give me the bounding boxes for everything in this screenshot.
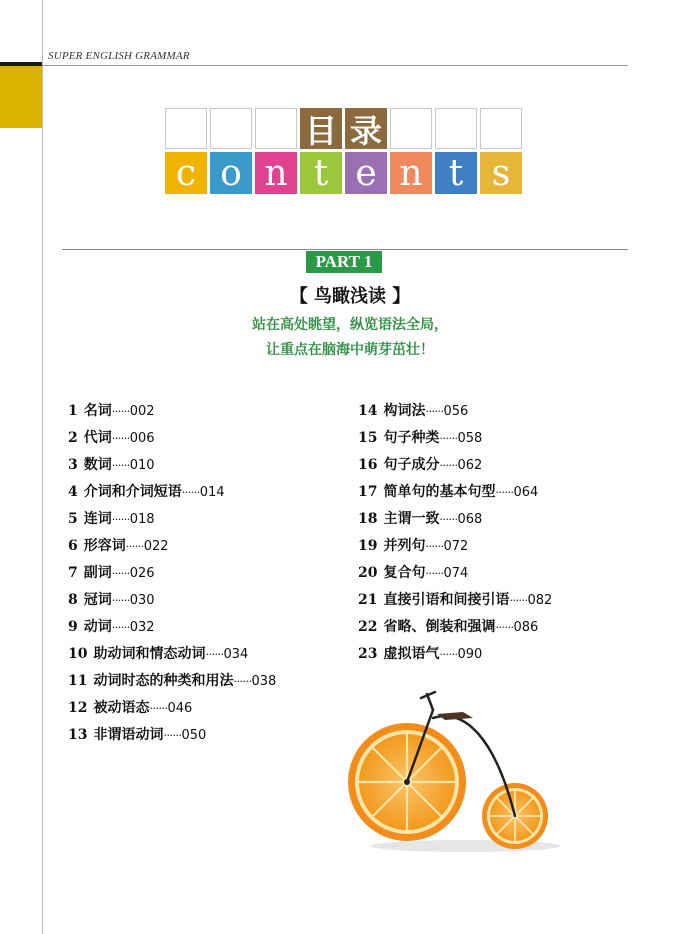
title-letter: e (345, 152, 387, 194)
toc-entry[interactable]: 20 复合句······074 (358, 565, 469, 581)
toc-page: 090 (457, 647, 483, 662)
toc-number: 19 (358, 538, 378, 554)
toc-entry[interactable]: 23 虚拟语气······090 (358, 646, 483, 662)
toc-number: 20 (358, 565, 378, 581)
toc-page: 058 (457, 431, 483, 446)
part-subtitle: 【 鸟瞰浅读 】 (289, 286, 411, 307)
toc-page: 030 (129, 593, 155, 608)
toc-number: 3 (68, 457, 78, 473)
toc-entry[interactable]: 3 数词······010 (68, 457, 155, 473)
toc-number: 6 (68, 538, 78, 554)
toc-title: 句子种类 (383, 430, 440, 446)
toc-number: 22 (358, 619, 378, 635)
toc-page: 050 (181, 728, 207, 743)
toc-title: 被动语态 (93, 700, 150, 716)
toc-number: 7 (68, 565, 78, 581)
header-rule (42, 65, 628, 66)
toc-number: 16 (358, 457, 378, 473)
title-letter: c (165, 152, 207, 194)
running-header: SUPER ENGLISH GRAMMAR (48, 50, 190, 62)
title-letter: n (255, 152, 297, 194)
toc-page: 022 (143, 539, 169, 554)
toc-entry[interactable]: 10 助动词和情态动词······034 (68, 646, 249, 662)
toc-entry[interactable]: 18 主谓一致······068 (358, 511, 483, 527)
toc-number: 14 (358, 403, 378, 419)
toc-title: 句子成分 (383, 457, 440, 473)
toc-title: 连词 (83, 511, 112, 527)
toc-entry[interactable]: 13 非谓语动词······050 (68, 727, 207, 743)
title-top-row (165, 108, 522, 149)
toc-title: 形容词 (83, 538, 126, 554)
toc-page: 072 (443, 539, 469, 554)
toc-entry[interactable]: 9 动词······032 (68, 619, 155, 635)
toc-title: 助动词和情态动词 (93, 646, 206, 662)
toc-title: 直接引语和间接引语 (383, 592, 510, 608)
toc-page: 010 (129, 458, 155, 473)
part-tagline: 站在高处眺望，纵览语法全局， (252, 317, 448, 333)
toc-entry[interactable]: 5 连词······018 (68, 511, 155, 527)
title-letter: s (480, 152, 522, 194)
toc-number: 2 (68, 430, 78, 446)
title-letter: t (435, 152, 477, 194)
toc-title: 复合句 (383, 565, 426, 581)
toc-entry[interactable]: 17 简单句的基本句型······064 (358, 484, 539, 500)
toc-title: 省略、倒装和强调 (383, 619, 496, 635)
toc-number: 18 (358, 511, 378, 527)
toc-page: 062 (457, 458, 483, 473)
toc-column-2 (358, 401, 552, 671)
title-letter: n (390, 152, 432, 194)
orange-bicycle-illustration (345, 688, 565, 858)
toc-page: 064 (513, 485, 539, 500)
toc-page: 034 (223, 647, 249, 662)
toc-entry[interactable]: 11 动词时态的种类和用法······038 (68, 673, 277, 689)
title-chinese-char: 目 (300, 108, 342, 149)
title-letter: t (300, 152, 342, 194)
title-square (480, 108, 522, 149)
title-square (435, 108, 477, 149)
toc-entry[interactable]: 7 副词······026 (68, 565, 155, 581)
toc-entry[interactable]: 12 被动语态······046 (68, 700, 193, 716)
toc-title: 数词 (83, 457, 112, 473)
toc-page: 002 (129, 404, 155, 419)
toc-number: 15 (358, 430, 378, 446)
toc-page: 056 (443, 404, 469, 419)
toc-page: 046 (167, 701, 193, 716)
title-square (165, 108, 207, 149)
title-chinese-char: 录 (345, 108, 387, 149)
toc-entry[interactable]: 1 名词······002 (68, 403, 155, 419)
toc-number: 17 (358, 484, 378, 500)
toc-entry[interactable]: 19 并列句······072 (358, 538, 469, 554)
toc-title: 构词法 (383, 403, 426, 419)
toc-page: 006 (129, 431, 155, 446)
margin-tab (0, 66, 42, 128)
toc-page: 068 (457, 512, 483, 527)
toc-title: 副词 (83, 565, 112, 581)
toc-entry[interactable]: 6 形容词······022 (68, 538, 169, 554)
title-square (390, 108, 432, 149)
toc-title: 动词 (83, 619, 112, 635)
bicycle-seat (437, 712, 473, 720)
toc-entry[interactable]: 2 代词······006 (68, 430, 155, 446)
toc-entry[interactable]: 14 构词法······056 (358, 403, 469, 419)
toc-title: 介词和介词短语 (83, 484, 182, 500)
toc-page: 074 (443, 566, 469, 581)
title-square (210, 108, 252, 149)
toc-title: 动词时态的种类和用法 (93, 673, 234, 689)
toc-page: 086 (513, 620, 539, 635)
section-rule (62, 249, 628, 250)
toc-column-1 (68, 401, 276, 752)
toc-page: 082 (527, 593, 553, 608)
part-badge: PART 1 (306, 251, 382, 273)
toc-entry[interactable]: 4 介词和介词短语······014 (68, 484, 225, 500)
toc-number: 12 (68, 700, 88, 716)
toc-number: 13 (68, 727, 88, 743)
toc-number: 5 (68, 511, 78, 527)
toc-number: 21 (358, 592, 378, 608)
toc-number: 11 (68, 673, 88, 689)
toc-page: 018 (129, 512, 155, 527)
toc-title: 非谓语动词 (93, 727, 164, 743)
toc-title: 名词 (83, 403, 112, 419)
toc-page: 038 (251, 674, 277, 689)
toc-title: 主谓一致 (383, 511, 440, 527)
toc-number: 8 (68, 592, 78, 608)
toc-title: 代词 (83, 430, 112, 446)
toc-number: 10 (68, 646, 88, 662)
contents-title (165, 152, 522, 194)
toc-number: 9 (68, 619, 78, 635)
toc-page: 032 (129, 620, 155, 635)
title-square (255, 108, 297, 149)
toc-number: 4 (68, 484, 78, 500)
toc-entry[interactable]: 21 直接引语和间接引语······082 (358, 592, 553, 608)
toc-number: 23 (358, 646, 378, 662)
toc-title: 虚拟语气 (383, 646, 440, 662)
toc-title: 并列句 (383, 538, 426, 554)
toc-page: 026 (129, 566, 155, 581)
toc-number: 1 (68, 403, 78, 419)
toc-entry[interactable]: 22 省略、倒装和强调······086 (358, 619, 539, 635)
part-tagline: 让重点在脑海中萌芽茁壮！ (266, 342, 434, 358)
toc-entry[interactable]: 16 句子成分······062 (358, 457, 483, 473)
toc-page: 014 (199, 485, 225, 500)
toc-entry[interactable]: 15 句子种类······058 (358, 430, 483, 446)
toc-title: 简单句的基本句型 (383, 484, 496, 500)
toc-entry[interactable]: 8 冠词······030 (68, 592, 155, 608)
left-margin-rule (42, 0, 43, 934)
title-letter: o (210, 152, 252, 194)
toc-title: 冠词 (83, 592, 112, 608)
